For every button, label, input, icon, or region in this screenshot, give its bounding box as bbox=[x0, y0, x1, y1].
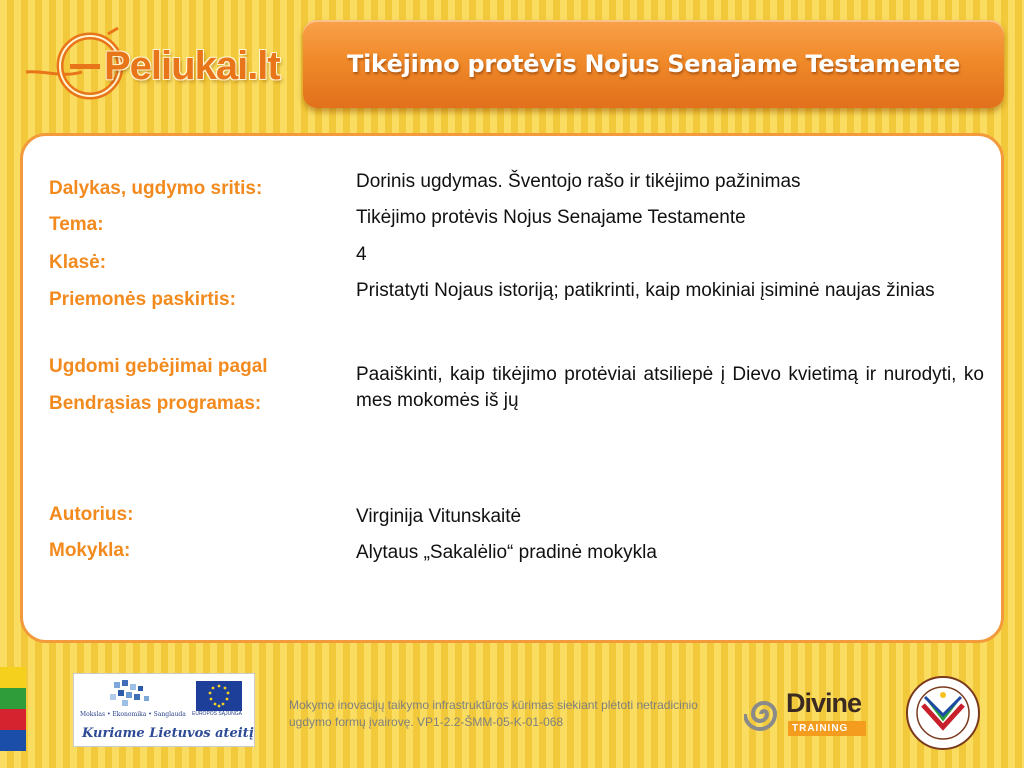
eu-caption-right: EUROPOS SĄJUNGA bbox=[192, 711, 243, 717]
color-bars bbox=[0, 667, 26, 751]
slide-title: Tikėjimo protėvis Nojus Senajame Testamente bbox=[347, 50, 960, 78]
divine-word: Divine bbox=[786, 688, 862, 718]
subject-label: Dalykas, ugdymo sritis: bbox=[49, 178, 263, 199]
mosaic-icon bbox=[108, 680, 156, 710]
author-label: Autorius: bbox=[49, 504, 134, 525]
logo-text: Peliukai.lt bbox=[104, 44, 280, 88]
yellow-bar bbox=[0, 667, 26, 688]
purpose-label: Priemonės paskirtis: bbox=[49, 289, 236, 310]
eu-funding-logo[interactable] bbox=[73, 673, 255, 747]
red-bar bbox=[0, 709, 26, 730]
skills-value: Paaiškinti, kaip tikėjimo protėviai atsiliepė į Dievo kvietimą ir nurodyti, ko mes mokomės iš jų bbox=[356, 364, 984, 411]
title-banner bbox=[303, 20, 1004, 108]
grade-value: 4 bbox=[356, 244, 367, 265]
skills-label-line2: Bendrąsias programas: bbox=[49, 393, 262, 414]
school-seal-icon[interactable] bbox=[905, 675, 981, 751]
author-value: Virginija Vitunskaitė bbox=[356, 506, 522, 527]
divine-training-logo[interactable] bbox=[744, 688, 868, 740]
subject-value: Dorinis ugdymas. Šventojo rašo ir tikėjimo pažinimas bbox=[356, 171, 801, 192]
spiral-icon bbox=[744, 692, 784, 736]
eu-slogan: Kuriame Lietuvos ateitį bbox=[82, 726, 254, 741]
peliukai-logo[interactable] bbox=[22, 26, 284, 104]
divine-sub: TRAINING bbox=[788, 721, 866, 736]
green-bar bbox=[0, 688, 26, 709]
grade-label: Klasė: bbox=[49, 252, 107, 273]
school-label: Mokykla: bbox=[49, 540, 131, 561]
blue-bar bbox=[0, 730, 26, 751]
info-card bbox=[20, 133, 1004, 643]
topic-value: Tikėjimo protėvis Nojus Senajame Testamente bbox=[356, 207, 746, 228]
purpose-value: Pristatyti Nojaus istoriją; patikrinti, kaip mokiniai įsiminė naujas žinias bbox=[356, 280, 935, 301]
eu-caption-left: Mokslas • Ekonomika • Sanglauda bbox=[80, 711, 186, 718]
skills-label-line1: Ugdomi gebėjimai pagal bbox=[49, 356, 268, 377]
school-value: Alytaus „Sakalėlio“ pradinė mokykla bbox=[356, 542, 657, 563]
topic-label: Tema: bbox=[49, 214, 104, 235]
eu-flag-icon bbox=[196, 681, 242, 711]
project-note: Mokymo inovacijų taikymo infrastruktūros kūrimas siekiant plėtoti netradicinio ugdymo formų įvairovę. VP1-2.2-ŠMM-05-K-01-068 bbox=[289, 698, 698, 729]
